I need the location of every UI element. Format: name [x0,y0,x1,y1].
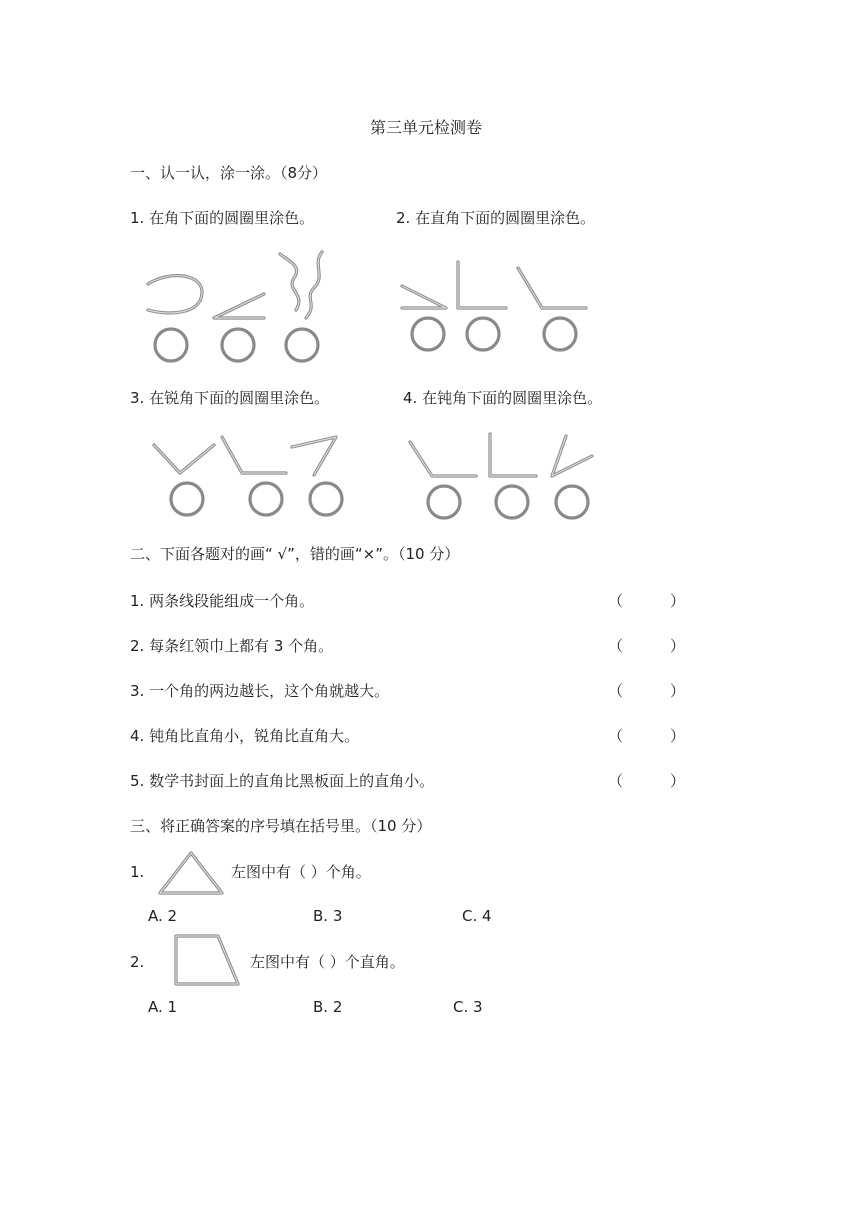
q4-shape-right [490,434,536,476]
q2-shape-acute [402,286,446,308]
q1-shape-wavy-lines [280,252,322,318]
judge-paren-close-3: ） [670,682,686,700]
q2-circle-3 [544,318,576,350]
q4-shape-obtuse [410,442,476,476]
judge-paren-close-1: ） [670,592,686,610]
trapezoid-figure [170,932,244,988]
q2-shape-right [458,262,506,308]
judge-paren-close-4: ） [670,727,686,745]
q2-circle-1 [412,318,444,350]
choice-q1-option-a: A. 2 [148,907,178,925]
figure-q1-shapes [130,240,360,370]
q4-circle-1 [428,486,460,518]
q2-shape-obtuse [518,268,586,308]
q3-shape-acute-v [154,445,214,473]
q1-shape-angle [214,294,264,318]
judge-paren-open-2: （ [608,637,624,655]
judge-paren-open-4: （ [608,727,624,745]
triangle-figure [156,849,226,897]
section3-heading: 三、将正确答案的序号填在括号里。（10 分） [130,817,432,835]
judge-paren-close-5: ） [670,772,686,790]
q3-circle-2 [250,483,282,515]
choice-q1-option-c: C. 4 [462,907,492,925]
choice-q2-option-a: A. 1 [148,998,178,1016]
judge-item-3: 3. 一个角的两边越长，这个角就越大。 [130,682,390,700]
q1-circle-1 [155,329,187,361]
section2-heading: 二、下面各题对的画“ √”，错的画“×”。（10 分） [130,545,460,563]
section1-heading: 一、认一认，涂一涂。（8分） [130,164,328,182]
judge-item-5: 5. 数学书封面上的直角比黑板面上的直角小。 [130,772,435,790]
section1-question-2: 2. 在直角下面的圆圈里涂色。 [396,209,596,227]
page-title: 第三单元检测卷 [370,118,483,137]
judge-paren-open-3: （ [608,682,624,700]
choice-q1-option-b: B. 3 [313,907,343,925]
figure-q4-shapes [400,428,610,528]
q4-circle-2 [496,486,528,518]
q1-circle-3 [286,329,318,361]
q3-circle-1 [171,483,203,515]
section1-question-3: 3. 在锐角下面的圆圈里涂色。 [130,389,330,407]
q4-circle-3 [556,486,588,518]
q4-shape-acute [552,436,592,476]
choice-q2-number: 2. [130,953,145,971]
choice-q2-text: 左图中有（ ）个直角。 [250,953,405,971]
judge-item-1: 1. 两条线段能组成一个角。 [130,592,315,610]
judge-item-4: 4. 钝角比直角小，锐角比直角大。 [130,727,360,745]
choice-q1-number: 1. [130,863,145,881]
judge-paren-close-2: ） [670,637,686,655]
q1-shape-curve-open [148,276,202,313]
section1-question-1: 1. 在角下面的圆圈里涂色。 [130,209,315,227]
judge-item-2: 2. 每条红领巾上都有 3 个角。 [130,637,334,655]
q3-circle-3 [310,483,342,515]
choice-q2-option-b: B. 2 [313,998,343,1016]
figure-q3-shapes [140,425,360,525]
judge-paren-open-5: （ [608,772,624,790]
choice-q1-text: 左图中有（ ）个角。 [231,863,371,881]
figure-q2-shapes [390,250,600,360]
q3-shape-acute-top [292,437,336,475]
section1-question-4: 4. 在钝角下面的圆圈里涂色。 [403,389,603,407]
judge-paren-open-1: （ [608,592,624,610]
q3-shape-obtuse [222,437,286,473]
q1-circle-2 [222,329,254,361]
q2-circle-2 [467,318,499,350]
choice-q2-option-c: C. 3 [453,998,483,1016]
